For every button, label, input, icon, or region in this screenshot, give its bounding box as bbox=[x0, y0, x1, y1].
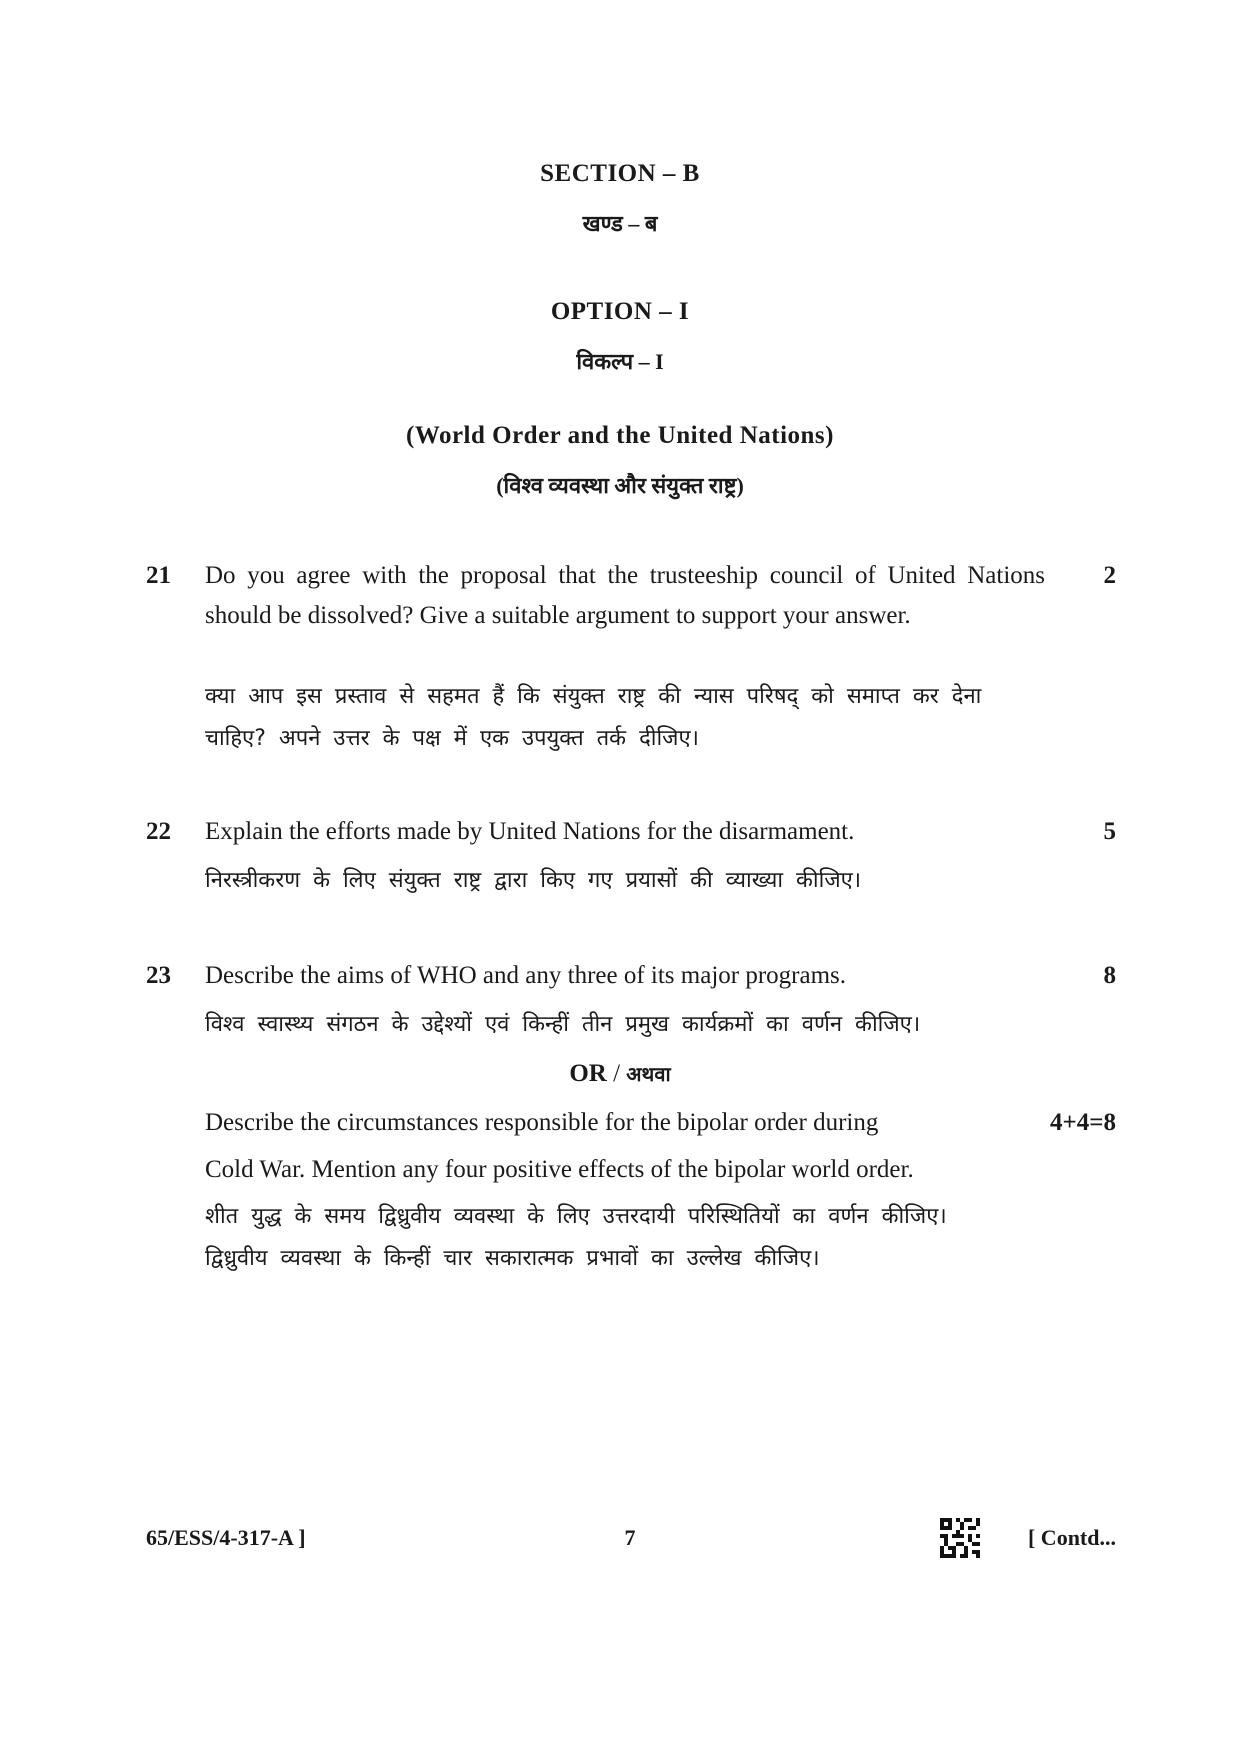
or-label-hindi: अथवा bbox=[626, 1062, 671, 1086]
alternative-question-text-line2: Cold War. Mention any four positive effects of the bipolar world order. bbox=[205, 1156, 914, 1183]
or-separator bbox=[0, 1060, 1240, 1088]
option-title-hindi: विकल्प – I bbox=[576, 349, 664, 374]
alternative-question-marks: 4+4=8 bbox=[1050, 1109, 1116, 1136]
option-title: OPTION – I bbox=[550, 298, 690, 325]
continued-label: [ Contd... bbox=[1027, 1525, 1116, 1550]
question-text-hindi: निरस्त्रीकरण के लिए संयुक्त राष्ट्र द्वारा किए गए प्रयासों की व्याख्या कीजिए। bbox=[205, 868, 862, 893]
or-label: OR bbox=[569, 1060, 607, 1087]
question-number: 23 bbox=[146, 962, 171, 989]
question-marks: 2 bbox=[1103, 562, 1116, 589]
alternative-question-text-hindi-line2: द्विध्रुवीय व्यवस्था के किन्हीं चार सकारात्मक प्रभावों का उल्लेख कीजिए। bbox=[205, 1246, 820, 1271]
paper-code: 65/ESS/4-317-A ] bbox=[146, 1525, 306, 1550]
qr-code-icon bbox=[940, 1518, 980, 1558]
topic-title: (World Order and the United Nations) bbox=[406, 422, 834, 449]
question-number: 21 bbox=[146, 562, 171, 589]
page-number: 7 bbox=[624, 1525, 636, 1550]
question-marks: 8 bbox=[1103, 962, 1116, 989]
section-title: SECTION – B bbox=[540, 160, 700, 187]
or-slash: / bbox=[613, 1060, 621, 1087]
question-text-hindi: विश्व स्वास्थ्य संगठन के उद्देश्यों एवं किन्हीं तीन प्रमुख कार्यक्रमों का वर्णन कीजिए। bbox=[205, 1012, 921, 1037]
question-marks: 5 bbox=[1103, 818, 1116, 845]
question-text: Explain the efforts made by United Nations for the disarmament. bbox=[205, 818, 855, 845]
alternative-question-text-line1: Describe the circumstances responsible for the bipolar order during bbox=[205, 1109, 879, 1136]
question-text: Describe the aims of WHO and any three of its major programs. bbox=[205, 962, 847, 989]
section-title-hindi: खण्ड – ब bbox=[582, 211, 658, 236]
question-text-hindi: क्या आप इस प्रस्ताव से सहमत हैं कि संयुक्त राष्ट्र की न्यास परिषद् को समाप्त कर देना चाहिए? अपने उत्तर के पक्ष में एक उपयुक्त तर्क दीजिए। bbox=[205, 684, 982, 751]
question-number: 22 bbox=[146, 818, 171, 845]
alternative-question-text-hindi-line1: शीत युद्ध के समय द्विध्रुवीय व्यवस्था के लिए उत्तरदायी परिस्थितियों का वर्णन कीजिए। bbox=[205, 1204, 947, 1229]
question-text: Do you agree with the proposal that the trusteeship council of United Nations should be dissolved? Give a suitable argument to support your answer. bbox=[205, 562, 1045, 629]
topic-title-hindi: (विश्व व्यवस्था और संयुक्त राष्ट्र) bbox=[496, 473, 744, 498]
